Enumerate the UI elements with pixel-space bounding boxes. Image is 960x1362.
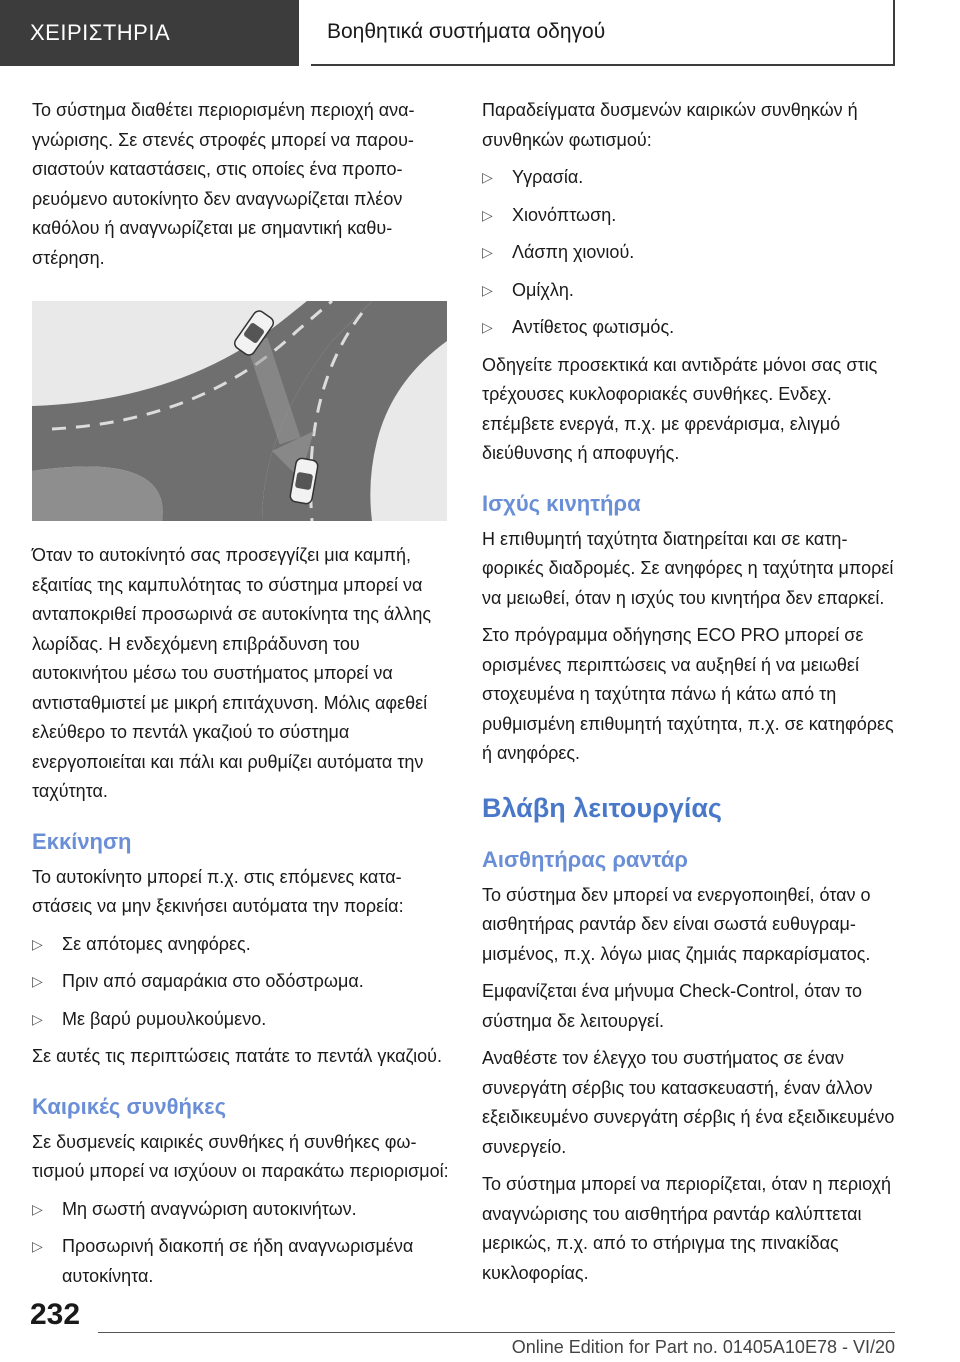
paragraph: Σε δυσμενείς καιρικές συνθήκες ή συνθήκες φωτισμού μπορεί να ισχύουν οι παρακάτω περιορισμοί:: [32, 1131, 449, 1181]
triangle-bullet-icon: ▷: [32, 973, 43, 989]
list-item: ▷ Αντίθετος φωτισμός.: [482, 313, 900, 343]
header-chapter-title: Βοηθητικά συστήματα οδηγού: [311, 0, 895, 66]
left-column: [32, 96, 450, 1299]
section-heading-malfunction: Βλάβη λειτουργίας: [482, 792, 722, 823]
section-heading-start: Εκκίνηση: [32, 828, 132, 854]
paragraph: Όταν το αυτοκίνητό σας προσεγγίζει μια καμπή, εξαιτίας της καμπυλότητας το σύστημα μπορεί να ανταποκριθεί προσωρινά σε αυτοκίνητα της άλλης λωρίδας. Η ενδεχόμενη επιβράδυνση του αυτοκινήτου μέσω του συστήματος μπορεί να αντισταθμιστεί με μικρή επιτάχυνση. Μόλις αφεθεί ελεύθερο το πεντάλ γκαζιού το σύστημα ενεργοποιείται και πάλι και ρυθμίζει αυτόματα την ταχύτητα.: [32, 545, 432, 801]
paragraph: Σε αυτές τις περιπτώσεις πατάτε το πεντάλ γκαζιού.: [32, 1046, 443, 1066]
paragraph: Το σύστημα διαθέτει περιορισμένη περιοχή αναγνώρισης. Σε στενές στροφές μπορεί να παρουσιαστούν καταστάσεις, στις οποίες ένα προπορευόμενο αυτοκίνητο δεν αναγνωρίζεται πλέον καθόλου ή αναγνωρίζεται με σημαντική καθυστέρηση.: [32, 100, 415, 268]
bullet-list: [32, 930, 450, 1035]
bullet-list: [482, 163, 900, 343]
paragraph: Εμφανίζεται ένα μήνυμα Check-Control, όταν το σύστημα δε λειτουργεί.: [482, 981, 863, 1031]
curve-road-illustration: [32, 301, 447, 521]
paragraph: Η επιθυμητή ταχύτητα διατηρείται και σε κατηφορικές διαδρομές. Σε ανηφόρες η ταχύτητα μπορεί να μειωθεί, όταν η ισχύς του κινητήρα δεν επαρκεί.: [482, 528, 894, 608]
list-item: ▷ Λάσπη χιονιού.: [482, 238, 900, 268]
section-heading-weather: Καιρικές συνθήκες: [32, 1093, 227, 1119]
section-heading-radar-sensor: Αισθητήρας ραντάρ: [482, 846, 689, 872]
triangle-bullet-icon: ▷: [482, 244, 493, 260]
paragraph: Το σύστημα μπορεί να περιορίζεται, όταν η περιοχή αναγνώρισης του αισθητήρα ραντάρ καλύπτεται μερικώς, π.χ. από το στήριγμα της πινακίδας κυκλοφορίας.: [482, 1174, 892, 1283]
right-column: [482, 96, 900, 1296]
bullet-list: [32, 1195, 450, 1292]
triangle-bullet-icon: ▷: [32, 935, 43, 952]
header-section-title: ΧΕΙΡΙΣΤΗΡΙΑ: [0, 0, 299, 66]
triangle-bullet-icon: ▷: [482, 169, 493, 185]
paragraph: Το σύστημα δεν μπορεί να ενεργοποιηθεί, όταν ο αισθητήρας ραντάρ δεν είναι σωστά ευθυγραμμισμένος, π.χ. λόγω μιας ζημιάς παρκαρίσματος.: [482, 884, 871, 964]
list-item: ▷ Σε απότομες ανηφόρες.: [32, 930, 450, 960]
paragraph: Παραδείγματα δυσμενών καιρικών συνθηκών ή συνθηκών φωτισμού:: [482, 100, 858, 150]
triangle-bullet-icon: ▷: [482, 206, 493, 223]
triangle-bullet-icon: ▷: [32, 1238, 43, 1254]
list-item: ▷ Χιονόπτωση.: [482, 201, 900, 231]
paragraph: Αναθέστε τον έλεγχο του συστήματος σε έναν συνεργάτη σέρβις του κατασκευαστή, έναν άλλον εξειδικευμένο συνεργάτη σέρβις ή ένα εξειδικευμένο συνεργείο.: [482, 1048, 895, 1157]
list-item: ▷ Προσωρινή διακοπή σε ήδη αναγνωρισμένα αυτοκίνητα.: [32, 1232, 450, 1291]
footer-edition: Online Edition for Part no. 01405A10E78 - VI/20: [511, 1337, 895, 1357]
list-item: ▷ Πριν από σαμαράκια στο οδόστρωμα.: [32, 967, 450, 997]
paragraph: Οδηγείτε προσεκτικά και αντιδράτε μόνοι σας στις τρέχουσες κυκλοφοριακές συνθήκες. Ενδεχ. επέμβετε ενεργά, π.χ. με φρενάρισμα, ελιγμό διεύθυνσης ή αποφυγής.: [482, 354, 878, 463]
section-heading-engine-power: Ισχύς κινητήρα: [482, 490, 641, 516]
list-item: ▷ Ομίχλη.: [482, 276, 900, 306]
list-item: ▷ Με βαρύ ρυμουλκούμενο.: [32, 1005, 450, 1035]
list-item: ▷ Μη σωστή αναγνώριση αυτοκινήτων.: [32, 1195, 450, 1225]
triangle-bullet-icon: ▷: [482, 281, 493, 298]
paragraph: Στο πρόγραμμα οδήγησης ECO PRO μπορεί σε ορισμένες περιπτώσεις να αυξηθεί ή να μειωθεί στοχευμένα η ταχύτητα πάνω ή κάτω από τη ρυθμισμένη επιθυμητή ταχύτητα, π.χ. σε κατηφόρες ή ανηφόρες.: [482, 625, 894, 763]
triangle-bullet-icon: ▷: [32, 1200, 43, 1217]
page-number: 232: [30, 1298, 81, 1331]
paragraph: Το αυτοκίνητο μπορεί π.χ. στις επόμενες καταστάσεις να μην ξεκινήσει αυτόματα την πορεία:: [32, 866, 404, 916]
triangle-bullet-icon: ▷: [32, 1010, 43, 1027]
footer-divider: [98, 1332, 895, 1333]
list-item: ▷ Υγρασία.: [482, 163, 900, 193]
triangle-bullet-icon: ▷: [482, 319, 493, 335]
